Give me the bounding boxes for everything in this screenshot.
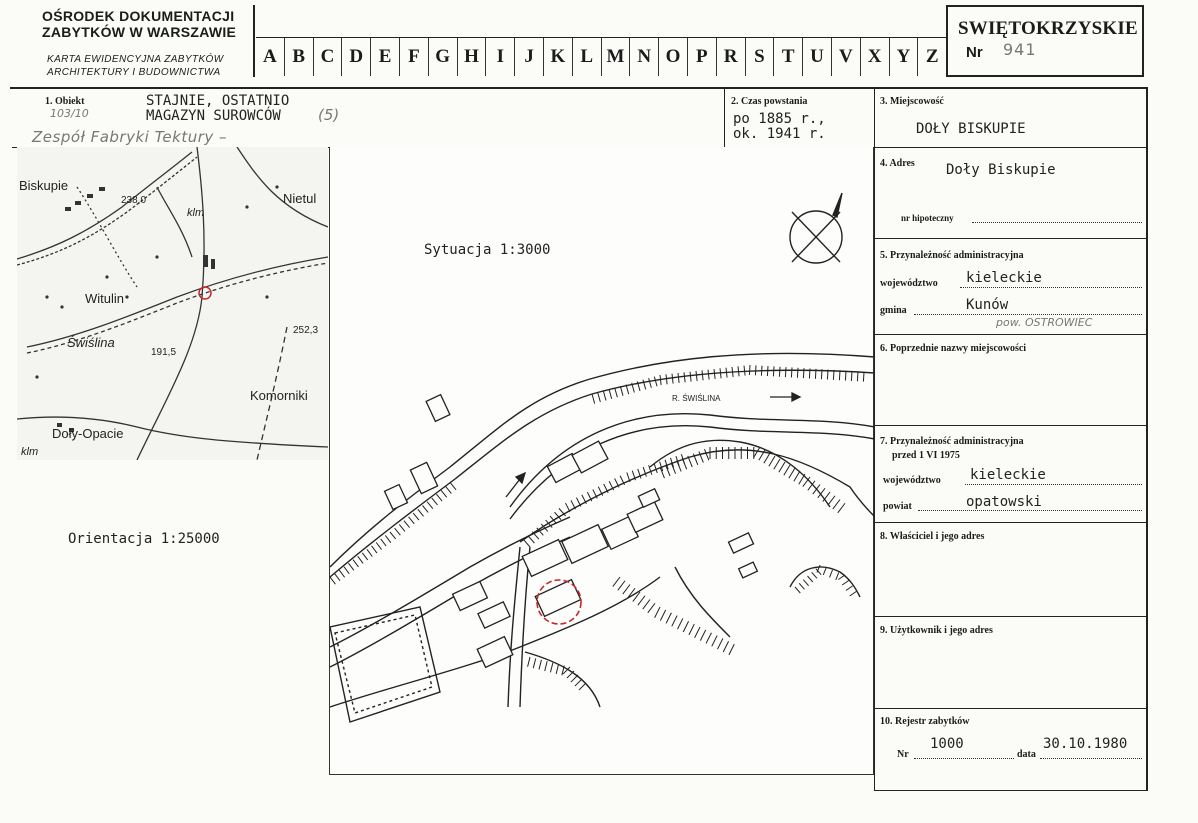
index-letter-a: A <box>263 46 277 67</box>
office-line-1: OŚRODEK DOKUMENTACJI <box>42 8 235 24</box>
slope-hachure <box>830 570 833 577</box>
slope-hachure <box>850 592 857 597</box>
field-7-label-date: przed 1 VI 1975 <box>892 450 960 461</box>
field-2-value-line-2: ok. 1941 r. <box>733 126 826 142</box>
slope-hachure <box>789 468 795 478</box>
orientation-map-caption: Orientacja 1:25000 <box>68 531 220 547</box>
slope-hachure <box>623 585 630 595</box>
slope-hachure <box>567 671 574 678</box>
index-letter-b: B <box>284 38 313 76</box>
slope-hachure <box>399 524 405 531</box>
slope-hachure <box>618 581 625 591</box>
card-type-line-2: ARCHITEKTURY I BUDOWNICTWA <box>47 67 221 78</box>
slope-hachure <box>671 463 675 474</box>
slope-hachure <box>744 366 745 376</box>
slope-hachure <box>708 370 709 380</box>
index-letter-u: U <box>802 38 831 76</box>
inset-label-klm: klm <box>187 207 205 219</box>
slope-hachure <box>696 371 697 381</box>
slope-hachure <box>550 516 557 524</box>
slope-hachure <box>815 369 816 379</box>
slope-hachure <box>609 389 612 399</box>
card-type-line-1: KARTA EWIDENCYJNA ZABYTKÓW <box>47 54 224 65</box>
slope-hachure <box>666 374 667 384</box>
slope-hachure <box>717 638 722 649</box>
field-5-label: 5. Przynależność administracyjna <box>880 250 1024 261</box>
divider <box>874 522 1147 523</box>
office-line-2: ZABYTKÓW W WARSZAWIE <box>42 24 237 40</box>
field-1-value-line-1: STAJNIE, OSTATNIO <box>146 93 290 109</box>
index-letter-x: X <box>860 38 889 76</box>
slope-hachure <box>809 369 810 379</box>
slope-hachure <box>712 636 717 647</box>
index-letter-n: N <box>629 38 658 76</box>
field-1-label: 1. Obiekt <box>45 96 85 107</box>
slope-hachure <box>432 498 438 505</box>
slope-hachure <box>450 483 456 490</box>
slope-hachure <box>846 586 853 591</box>
slope-hachure <box>839 370 840 380</box>
index-letter-c: C <box>313 38 342 76</box>
slope-hachure <box>648 603 655 613</box>
slope-hachure <box>358 556 363 563</box>
slope-hachure <box>330 577 335 584</box>
situation-map-drawing <box>330 147 875 775</box>
register-number-line <box>914 758 1014 759</box>
index-letter-o: O <box>658 38 687 76</box>
divider <box>10 87 1148 89</box>
slope-hachure <box>702 370 703 380</box>
field-7-district-line <box>918 510 1142 511</box>
slope-hachure <box>723 641 728 652</box>
slope-hachure <box>774 459 780 469</box>
index-letter-e: E <box>370 38 399 76</box>
card-type <box>47 53 224 79</box>
slope-hachure <box>390 532 396 539</box>
index-letter-y: Y <box>889 38 918 76</box>
slope-hachure <box>828 496 835 506</box>
slope-hachure <box>556 664 558 674</box>
slope-hachure <box>436 494 442 501</box>
slope-hachure <box>803 368 804 378</box>
slope-hachure <box>773 366 774 376</box>
slope-hachure <box>833 500 840 510</box>
slope-hachure <box>666 465 670 476</box>
index-letter-t: T <box>773 38 802 76</box>
slope-hachure <box>409 517 415 524</box>
field-9-label: 9. Użytkownik i jego adres <box>880 625 993 636</box>
index-letter-h: H <box>457 38 486 76</box>
river-label: R. ŚWIŚLINA <box>672 394 721 403</box>
slope-hachure <box>643 467 646 476</box>
region-box <box>946 5 1144 77</box>
field-5-voivodeship-line <box>960 287 1142 288</box>
field-4-value: Doły Biskupie <box>946 162 1056 178</box>
slope-hachure <box>339 570 344 577</box>
slope-hachure <box>353 560 358 567</box>
slope-hachure <box>695 627 700 638</box>
slope-hachure <box>857 371 858 381</box>
slope-hachure <box>799 583 804 589</box>
slope-hachure <box>344 567 349 574</box>
slope-hachure <box>779 367 780 377</box>
field-5-commune-line <box>914 314 1142 315</box>
divider <box>874 616 1147 617</box>
slope-hachure <box>818 488 825 498</box>
slope-hachure <box>672 616 677 627</box>
issuing-office <box>42 8 236 40</box>
register-number-label: Nr <box>897 749 909 760</box>
slope-hachure <box>418 509 424 516</box>
slope-hachure <box>528 536 535 544</box>
slope-hachure <box>704 449 708 460</box>
slope-hachure <box>720 368 721 378</box>
index-letter-f: F <box>399 38 428 76</box>
slope-hachure <box>767 366 768 376</box>
index-letter-g: G <box>428 38 457 76</box>
field-3-label: 3. Miejscowość <box>880 96 944 107</box>
field-7-district-label: powiat <box>883 501 912 512</box>
orientation-map <box>17 147 328 460</box>
slope-hachure <box>678 373 679 383</box>
inset-label-komorniki: Komorniki <box>250 388 308 403</box>
inset-label-witulin: Witulin <box>85 291 125 306</box>
slope-hachure <box>638 596 645 606</box>
slope-hachure <box>683 621 688 632</box>
slope-hachure <box>672 374 673 384</box>
divider <box>874 238 1147 239</box>
slope-hachure <box>755 365 756 375</box>
slope-hachure <box>677 460 681 471</box>
field-5-voivodeship-label: województwo <box>880 278 938 289</box>
slope-hachure <box>779 462 785 472</box>
field-7-voivodeship-label: województwo <box>883 475 941 486</box>
slope-hachure <box>592 394 595 404</box>
slope-hachure <box>376 542 381 549</box>
divider <box>874 425 1147 426</box>
index-letter-d: D <box>341 38 370 76</box>
slope-hachure <box>613 577 620 587</box>
slope-hachure <box>682 458 686 469</box>
divider <box>874 708 1147 709</box>
slope-hachure <box>729 644 734 655</box>
slope-hachure <box>827 370 828 380</box>
slope-hachure <box>677 618 682 629</box>
field-1-handwritten-mark: (5) <box>318 106 340 124</box>
slope-hachure <box>545 661 547 671</box>
slope-hachure <box>413 513 419 520</box>
slope-hachure <box>603 391 606 401</box>
slope-hachure <box>579 683 586 690</box>
slope-hachure <box>769 456 775 466</box>
divider <box>253 5 255 77</box>
field-5-voivodeship-value: kieleckie <box>966 270 1042 286</box>
slope-hachure <box>851 371 852 381</box>
slope-hachure <box>754 447 760 457</box>
slope-hachure <box>738 366 739 376</box>
divider <box>724 88 725 148</box>
index-letter-l: L <box>572 38 601 76</box>
slope-hachure <box>700 630 705 641</box>
register-number-value: 1000 <box>930 736 964 752</box>
register-date-value: 30.10.1980 <box>1043 736 1128 752</box>
slope-hachure <box>620 386 623 396</box>
slope-hachure <box>571 675 578 682</box>
slope-hachure <box>654 463 657 472</box>
slope-hachure <box>797 368 798 378</box>
slope-hachure <box>812 572 817 578</box>
slope-hachure <box>395 528 401 535</box>
slope-hachure <box>833 370 834 380</box>
slope-hachure <box>566 503 570 512</box>
field-7-voivodeship-line <box>965 484 1142 485</box>
slope-hachure <box>684 372 685 382</box>
field-10-label: 10. Rejestr zabytków <box>880 716 970 727</box>
slope-hachure <box>598 392 601 402</box>
index-letter-p: P <box>687 38 716 76</box>
region-number-value: 941 <box>1003 40 1037 59</box>
inset-label-doly-opacie: Doły-Opacie <box>52 426 124 441</box>
index-letter-s: S <box>745 38 774 76</box>
slope-hachure <box>726 368 727 378</box>
slope-hachure <box>550 663 552 673</box>
situation-map-caption: Sytuacja 1:3000 <box>424 242 551 258</box>
slope-hachure <box>838 575 845 580</box>
slope-hachure <box>666 613 671 624</box>
index-letter-i: I <box>485 38 514 76</box>
field-2-value-line-1: po 1885 r., <box>733 111 826 127</box>
slope-hachure <box>749 365 750 375</box>
slope-hachure <box>446 487 452 494</box>
field-5-commune-value: Kunów <box>966 297 1009 313</box>
slope-hachure <box>660 375 661 385</box>
mortgage-number-line <box>972 222 1142 223</box>
slope-hachure <box>335 574 340 581</box>
slope-hachure <box>523 539 530 547</box>
slope-hachure <box>367 549 372 556</box>
index-letter-r: R <box>716 38 745 76</box>
field-5-handwritten-note: pow. OSTROWIEC <box>996 316 1093 329</box>
index-letter-strip <box>256 38 946 76</box>
slope-hachure <box>764 453 770 463</box>
slope-hachure <box>706 633 711 644</box>
divider <box>256 37 946 38</box>
slope-hachure <box>660 610 665 621</box>
divider <box>874 790 1147 791</box>
slope-hachure <box>423 506 429 513</box>
slope-hachure <box>732 367 733 377</box>
slope-hachure <box>575 679 582 686</box>
slope-hachure <box>784 465 790 475</box>
slope-hachure <box>714 369 715 379</box>
slope-hachure <box>404 521 410 528</box>
inset-elevation-252: 252,3 <box>293 325 319 336</box>
slope-hachure <box>761 366 762 376</box>
slope-hachure <box>803 580 808 586</box>
slope-hachure <box>794 471 800 481</box>
field-1-handwritten-note: Zespół Fabryki Tektury – <box>32 128 228 146</box>
register-date-line <box>1040 758 1142 759</box>
slope-hachure <box>441 490 447 497</box>
field-7-label: 7. Przynależność administracyjna <box>880 436 1024 447</box>
slope-hachure <box>690 372 691 382</box>
index-letter-k: K <box>543 38 572 76</box>
slope-hachure <box>643 380 646 390</box>
field-6-label: 6. Poprzednie nazwy miejscowości <box>880 343 1027 354</box>
slope-hachure <box>654 377 657 387</box>
region-number-label: Nr <box>966 44 983 61</box>
slope-hachure <box>785 367 786 377</box>
inset-elevation-238: 238,0 <box>121 195 147 206</box>
slope-hachure <box>528 657 530 667</box>
slope-hachure <box>823 492 830 502</box>
field-3-value: DOŁY BISKUPIE <box>916 121 1026 137</box>
slope-hachure <box>836 573 839 580</box>
slope-hachure <box>381 539 386 546</box>
slope-hachure <box>655 607 660 618</box>
divider <box>1146 88 1148 791</box>
register-date-label: data <box>1017 749 1036 760</box>
slope-hachure <box>539 660 541 670</box>
field-7-district-value: opatowski <box>966 494 1042 510</box>
field-8-label: 8. Właściciel i jego adres <box>880 531 985 542</box>
slope-hachure <box>795 587 800 593</box>
index-letter-v: V <box>831 38 860 76</box>
orientation-map-drawing <box>17 147 328 460</box>
field-1-value-line-2: MAGAZYN SUROWCÓW <box>146 108 281 124</box>
slope-hachure <box>821 369 822 379</box>
slope-hachure <box>799 474 805 484</box>
field-7-voivodeship-value: kieleckie <box>970 467 1046 483</box>
slope-hachure <box>348 563 353 570</box>
divider <box>874 334 1147 335</box>
inset-label-klm: klm <box>21 446 39 458</box>
slope-hachure <box>385 535 390 542</box>
field-1-handwritten-number: 103/10 <box>50 107 89 120</box>
index-letter-m: M <box>601 38 630 76</box>
slope-hachure <box>808 576 813 582</box>
slope-hachure <box>362 553 367 560</box>
field-2-label: 2. Czas powstania <box>731 96 808 107</box>
slope-hachure <box>427 502 433 509</box>
slope-hachure <box>372 546 377 553</box>
slope-hachure <box>649 378 652 388</box>
inset-label-swislina: Świślina <box>67 335 115 350</box>
slope-hachure <box>689 624 694 635</box>
mortgage-number-label: nr hipoteczny <box>901 213 954 223</box>
slope-hachure <box>823 568 826 575</box>
slope-hachure <box>643 600 650 610</box>
index-letter-j: J <box>514 38 543 76</box>
inset-elevation-191: 191,5 <box>151 347 177 358</box>
slope-hachure <box>615 388 618 398</box>
slope-hachure <box>838 503 845 513</box>
inset-label-nietul: Nietul <box>283 191 317 206</box>
slope-hachure <box>863 372 864 382</box>
slope-hachure <box>533 658 535 668</box>
slope-hachure <box>845 371 846 381</box>
slope-hachure <box>842 581 849 586</box>
situation-map <box>329 147 874 775</box>
field-5-commune-label: gmina <box>880 305 907 316</box>
slope-hachure <box>791 367 792 377</box>
inset-label-biskupie: Biskupie <box>19 178 69 193</box>
index-letter-z: Z <box>917 38 946 76</box>
field-4-label: 4. Adres <box>880 158 915 169</box>
region-name: SWIĘTOKRZYSKIE <box>958 18 1138 39</box>
